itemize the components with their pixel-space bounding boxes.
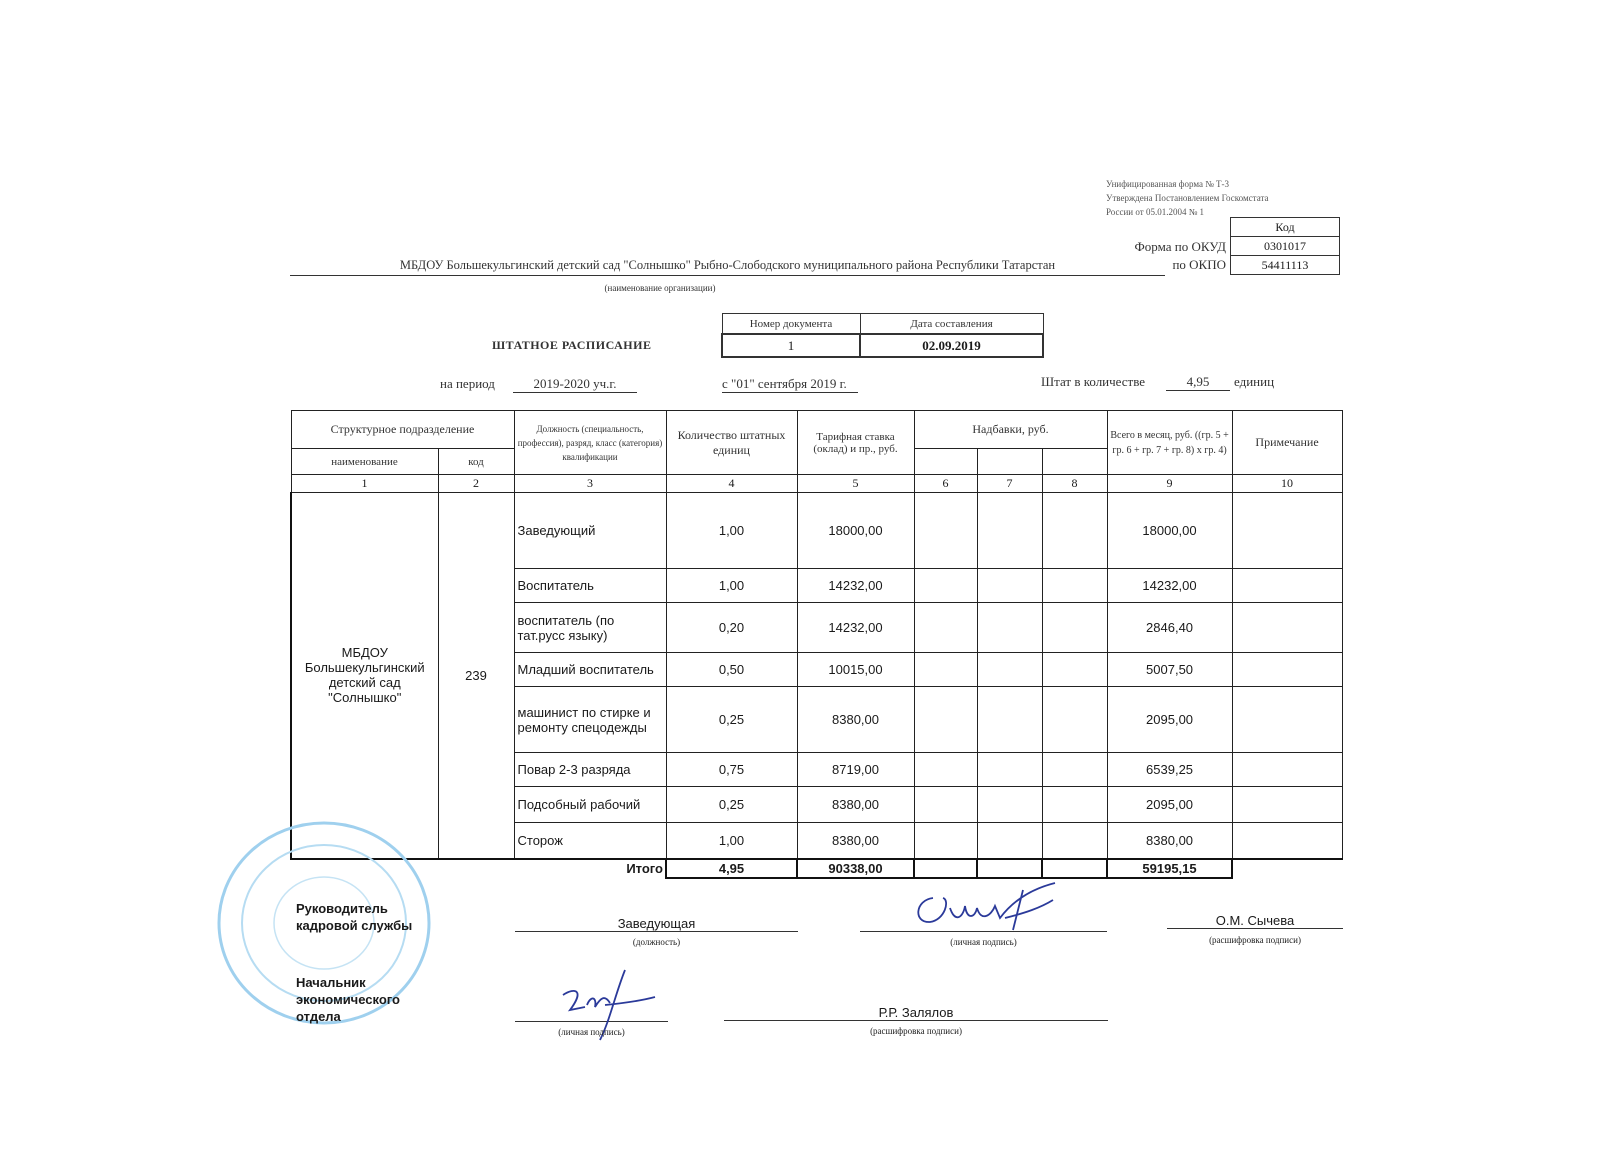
doc-number-label: Номер документа (722, 314, 860, 335)
row-total: 14232,00 (1107, 569, 1232, 603)
staff-table (290, 410, 1343, 879)
header-allowance-7 (977, 449, 1042, 475)
col-num: 2 (438, 475, 514, 493)
okpo-value: 54411113 (1231, 256, 1340, 275)
document-box (721, 313, 1044, 358)
okud-label: Форма по ОКУД (1134, 239, 1226, 254)
table-row (291, 493, 1342, 569)
econ-name-caption: (расшифровка подписи) (870, 1026, 962, 1036)
period-value: 2019-2020 уч.г. (513, 376, 637, 393)
hr-head-label: Руководитель кадровой службы (296, 901, 413, 933)
header-division: Структурное подразделение (291, 411, 514, 449)
row-total: 5007,50 (1107, 653, 1232, 687)
row-note (1232, 653, 1342, 687)
row-count: 0,25 (666, 787, 797, 823)
header-allowances: Надбавки, руб. (914, 411, 1107, 449)
staff-units: единиц (1234, 374, 1275, 389)
hr-position-caption: (должность) (632, 937, 681, 947)
row-position: воспитатель (по тат.русс языку) (514, 603, 666, 653)
form-header-line2: Утверждена Постановлением Госкомстата (1106, 193, 1269, 203)
row-total: 2846,40 (1107, 603, 1232, 653)
doc-number: 1 (722, 334, 860, 357)
row-rate: 8380,00 (797, 787, 914, 823)
form-header-line3: России от 05.01.2004 № 1 (1106, 207, 1205, 217)
row-rate: 14232,00 (797, 569, 914, 603)
row-note (1232, 603, 1342, 653)
row-rate: 18000,00 (797, 493, 914, 569)
header-div-name: наименование (291, 449, 438, 475)
row-rate: 8380,00 (797, 823, 914, 859)
organization-caption: (наименование организации) (604, 283, 716, 293)
row-rate: 8719,00 (797, 753, 914, 787)
row-position: Заведующий (514, 493, 666, 569)
row-total: 2095,00 (1107, 787, 1232, 823)
totals-rate: 90338,00 (797, 859, 914, 878)
row-rate: 10015,00 (797, 653, 914, 687)
row-total: 8380,00 (1107, 823, 1232, 859)
header-div-code: код (438, 449, 514, 475)
row-count: 0,20 (666, 603, 797, 653)
econ-name: Р.Р. Залялов (724, 1005, 1108, 1021)
col-num: 10 (1232, 475, 1342, 493)
period-label: на период (440, 376, 495, 391)
hr-name: О.М. Сычева (1167, 913, 1343, 929)
totals-total: 59195,15 (1107, 859, 1232, 878)
col-num: 1 (291, 475, 438, 493)
row-count: 1,00 (666, 569, 797, 603)
totals-label: Итого (291, 859, 666, 878)
col-num: 9 (1107, 475, 1232, 493)
header-allowance-8 (1042, 449, 1107, 475)
row-count: 1,00 (666, 493, 797, 569)
form-header-line1: Унифицированная форма № Т-3 (1106, 179, 1230, 189)
code-header: Код (1231, 218, 1340, 237)
row-count: 1,00 (666, 823, 797, 859)
hr-position: Заведующая (515, 916, 798, 932)
row-rate: 8380,00 (797, 687, 914, 753)
row-count: 0,50 (666, 653, 797, 687)
header-total: Всего в месяц, руб. ((гр. 5 + гр. 6 + гр. 7 + гр. 8) х гр. 4) (1107, 411, 1232, 475)
row-note (1232, 687, 1342, 753)
row-note (1232, 569, 1342, 603)
header-position: Должность (специальность, профессия), разряд, класс (категория) квалификации (514, 411, 666, 475)
row-total: 2095,00 (1107, 687, 1232, 753)
document-title: ШТАТНОЕ РАСПИСАНИЕ (492, 338, 652, 352)
totals-count: 4,95 (666, 859, 797, 878)
organization-name: МБДОУ Большекульгинский детский сад "Солнышко" Рыбно-Слободского муниципального района Республики Татарстан (290, 258, 1165, 276)
row-position: Воспитатель (514, 569, 666, 603)
econ-signature-caption: (личная подпись) (558, 1027, 625, 1037)
form-header (1106, 177, 1269, 219)
code-box (1230, 217, 1340, 275)
row-total: 6539,25 (1107, 753, 1232, 787)
col-num: 6 (914, 475, 977, 493)
row-position: Младший воспитатель (514, 653, 666, 687)
col-num: 3 (514, 475, 666, 493)
header-note: Примечание (1232, 411, 1342, 475)
division-name: МБДОУ Большекульгинский детский сад "Солнышко" (291, 493, 438, 859)
col-num: 8 (1042, 475, 1107, 493)
okud-value: 0301017 (1231, 237, 1340, 256)
row-note (1232, 823, 1342, 859)
col-num: 5 (797, 475, 914, 493)
header-count: Количество штатных единиц (666, 411, 797, 475)
row-position: машинист по стирке и ремонту спецодежды (514, 687, 666, 753)
econ-head-label: Начальник экономического отдела (296, 975, 400, 1024)
staff-label: Штат в количестве (1041, 374, 1146, 389)
hr-signature-icon (905, 878, 1065, 938)
hr-name-caption: (расшифровка подписи) (1209, 935, 1301, 945)
row-note (1232, 753, 1342, 787)
header-rate: Тарифная ставка (оклад) и пр., руб. (797, 411, 914, 475)
totals-row (291, 859, 1342, 878)
row-count: 0,25 (666, 687, 797, 753)
header-allowance-6 (914, 449, 977, 475)
row-note (1232, 493, 1342, 569)
doc-date-label: Дата составления (860, 314, 1043, 335)
row-position: Повар 2-3 разряда (514, 753, 666, 787)
row-rate: 14232,00 (797, 603, 914, 653)
row-total: 18000,00 (1107, 493, 1232, 569)
doc-date: 02.09.2019 (860, 334, 1043, 357)
period-from: с "01" сентября 2019 г. (722, 376, 858, 393)
row-note (1232, 787, 1342, 823)
staff-value: 4,95 (1166, 374, 1230, 391)
row-position: Подсобный рабочий (514, 787, 666, 823)
col-num: 7 (977, 475, 1042, 493)
row-position: Сторож (514, 823, 666, 859)
hr-signature-caption: (личная подпись) (950, 937, 1017, 947)
col-num: 4 (666, 475, 797, 493)
row-count: 0,75 (666, 753, 797, 787)
okpo-label: по ОКПО (1172, 257, 1226, 272)
division-code: 239 (438, 493, 514, 859)
column-numbers-row (291, 475, 1342, 493)
